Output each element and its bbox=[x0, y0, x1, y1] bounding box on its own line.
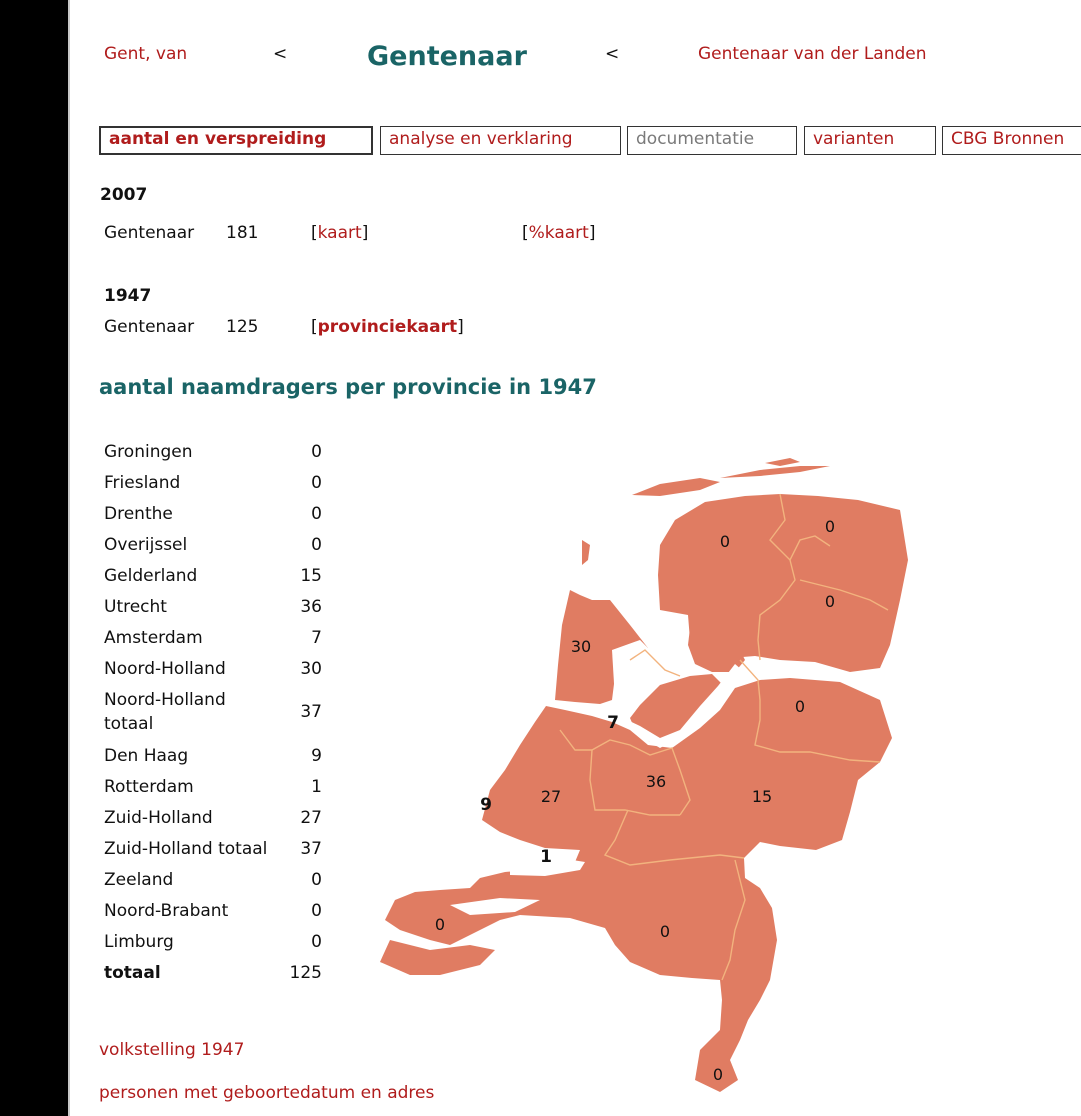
province-count: 0 bbox=[311, 900, 322, 921]
table-row bbox=[100, 802, 326, 833]
province-table bbox=[100, 436, 326, 988]
count-1947: 125 bbox=[226, 317, 259, 337]
province-count: 37 bbox=[300, 838, 322, 859]
table-row bbox=[100, 436, 326, 467]
name-2007: Gentenaar bbox=[104, 223, 195, 243]
map-land bbox=[380, 458, 908, 1092]
tab-aantal-en-verspreiding[interactable]: aantal en verspreiding bbox=[99, 126, 373, 155]
province-count: 0 bbox=[311, 931, 322, 952]
province-count: 9 bbox=[311, 745, 322, 766]
page-title: Gentenaar bbox=[367, 41, 527, 72]
map-label-zeeland: 0 bbox=[434, 915, 446, 934]
map-label-rotterdam: 1 bbox=[540, 847, 552, 867]
province-name: Zuid-Holland bbox=[104, 807, 213, 828]
table-row bbox=[100, 957, 326, 988]
province-count: 0 bbox=[311, 472, 322, 493]
province-name: Zeeland bbox=[104, 869, 174, 890]
tab-analyse-en-verklaring[interactable]: analyse en verklaring bbox=[380, 126, 621, 155]
map-label-groningen: 0 bbox=[824, 517, 836, 536]
map-label-amsterdam: 7 bbox=[607, 713, 619, 733]
left-divider bbox=[68, 0, 70, 1116]
table-row bbox=[100, 684, 326, 740]
province-name: Rotterdam bbox=[104, 776, 194, 797]
province-name: Drenthe bbox=[104, 503, 173, 524]
prev-arrow: < bbox=[273, 44, 288, 64]
name-1947: Gentenaar bbox=[104, 317, 195, 337]
personen-link[interactable]: personen met geboortedatum en adres bbox=[99, 1083, 435, 1103]
province-count: 0 bbox=[311, 441, 322, 462]
table-row bbox=[100, 591, 326, 622]
provinciekaart-link[interactable]: provinciekaart bbox=[317, 317, 458, 337]
province-count: 36 bbox=[300, 596, 322, 617]
province-count: 0 bbox=[311, 869, 322, 890]
table-row bbox=[100, 895, 326, 926]
province-count: 0 bbox=[311, 503, 322, 524]
table-row bbox=[100, 926, 326, 957]
next-name-link[interactable]: Gentenaar van der Landen bbox=[698, 44, 927, 64]
map-label-limburg: 0 bbox=[712, 1065, 724, 1084]
provinciekaart-link-wrapper: [provinciekaart] bbox=[311, 317, 464, 337]
year-2007-heading: 2007 bbox=[100, 185, 148, 205]
table-row bbox=[100, 864, 326, 895]
kaart-link-wrapper: [kaart] bbox=[311, 223, 369, 243]
province-name: Limburg bbox=[104, 931, 174, 952]
tab-varianten[interactable]: varianten bbox=[804, 126, 936, 155]
map-label-friesland: 0 bbox=[719, 532, 731, 551]
province-name: Utrecht bbox=[104, 596, 167, 617]
province-section-title: aantal naamdragers per provincie in 1947 bbox=[99, 375, 597, 399]
province-count: 7 bbox=[311, 627, 322, 648]
province-name: Zuid-Holland totaal bbox=[104, 838, 268, 859]
province-name: Den Haag bbox=[104, 745, 189, 766]
province-name: Gelderland bbox=[104, 565, 198, 586]
count-2007: 181 bbox=[226, 223, 259, 243]
province-name: Noord-Holland bbox=[104, 658, 226, 679]
map-label-noord-holland: 30 bbox=[570, 637, 592, 656]
province-count: 37 bbox=[300, 702, 322, 722]
prev-name-link[interactable]: Gent, van bbox=[104, 44, 188, 64]
province-name-total: totaal bbox=[104, 962, 161, 983]
table-row bbox=[100, 560, 326, 591]
map-label-zuid-holland: 27 bbox=[540, 787, 562, 806]
province-count: 0 bbox=[311, 534, 322, 555]
table-row bbox=[100, 498, 326, 529]
province-count: 1 bbox=[311, 776, 322, 797]
table-row bbox=[100, 833, 326, 864]
left-black-bar bbox=[0, 0, 68, 1116]
map-label-overijssel: 0 bbox=[794, 697, 806, 716]
pct-kaart-link[interactable]: %kaart bbox=[528, 223, 589, 243]
table-row bbox=[100, 529, 326, 560]
map-label-utrecht: 36 bbox=[645, 772, 667, 791]
province-name: Overijssel bbox=[104, 534, 188, 555]
map-label-den-haag: 9 bbox=[480, 795, 492, 815]
kaart-link[interactable]: kaart bbox=[317, 223, 362, 243]
table-row bbox=[100, 653, 326, 684]
table-row bbox=[100, 740, 326, 771]
volkstelling-link[interactable]: volkstelling 1947 bbox=[99, 1040, 245, 1060]
next-arrow: < bbox=[605, 44, 620, 64]
tab-cbg-bronnen[interactable]: CBG Bronnen bbox=[942, 126, 1081, 155]
table-row bbox=[100, 622, 326, 653]
map-label-gelderland: 15 bbox=[751, 787, 773, 806]
tab-documentatie[interactable]: documentatie bbox=[627, 126, 797, 155]
map-label-noord-brabant: 0 bbox=[659, 922, 671, 941]
province-name: Friesland bbox=[104, 472, 181, 493]
province-count-total: 125 bbox=[289, 962, 322, 983]
province-name: Noord-Brabant bbox=[104, 900, 229, 921]
province-name: Amsterdam bbox=[104, 627, 203, 648]
pct-kaart-link-wrapper: [%kaart] bbox=[522, 223, 596, 243]
table-row bbox=[100, 467, 326, 498]
province-count: 27 bbox=[300, 807, 322, 828]
province-name: Groningen bbox=[104, 441, 193, 462]
year-1947-heading: 1947 bbox=[104, 286, 152, 306]
table-row bbox=[100, 771, 326, 802]
province-count: 30 bbox=[300, 658, 322, 679]
province-count: 15 bbox=[300, 565, 322, 586]
map-label-drenthe: 0 bbox=[824, 592, 836, 611]
province-name: Noord-Holland totaal bbox=[104, 690, 226, 734]
netherlands-province-map[interactable] bbox=[375, 455, 915, 1095]
